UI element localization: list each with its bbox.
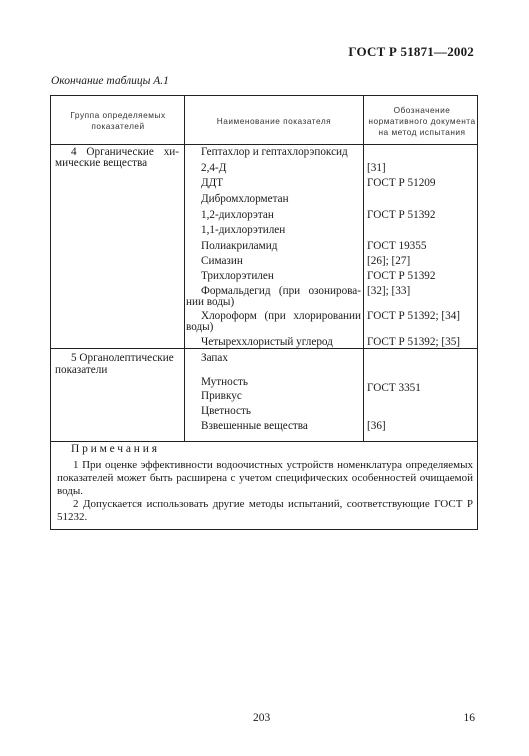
indicator-name: Взвешенные вещества bbox=[201, 420, 308, 432]
method-reference: ГОСТ 19355 bbox=[367, 240, 427, 252]
indicator-name: Полиакриламид bbox=[201, 240, 278, 252]
group-name-line: 5 Органолептические bbox=[71, 352, 174, 364]
notes-title: Примечания bbox=[71, 443, 160, 455]
indicator-name: Запах bbox=[201, 352, 228, 364]
header-divider bbox=[51, 144, 477, 145]
document-code: ГОСТ Р 51871—2002 bbox=[348, 44, 474, 59]
method-reference: ГОСТ Р 51392; [34] bbox=[367, 310, 461, 322]
method-reference: ГОСТ 3351 bbox=[367, 382, 421, 394]
method-reference: [26]; [27] bbox=[367, 255, 411, 267]
indicator-name: ДДТ bbox=[201, 177, 224, 189]
indicator-name: Симазин bbox=[201, 255, 243, 267]
indicator-name: 1,1-дихлорэтилен bbox=[201, 224, 286, 236]
group-name-line: показатели bbox=[55, 364, 108, 376]
notes-divider bbox=[51, 441, 477, 442]
group-name-line: 4 Органические хи- bbox=[71, 146, 179, 158]
indicator-name: 2,4-Д bbox=[201, 162, 227, 174]
method-reference: ГОСТ Р 51209 bbox=[367, 177, 436, 189]
method-reference: ГОСТ Р 51392; [35] bbox=[367, 336, 461, 348]
method-reference: ГОСТ Р 51392 bbox=[367, 209, 436, 221]
method-reference: [32]; [33] bbox=[367, 285, 411, 297]
column-header-group: Группа определяемых показателей bbox=[70, 110, 166, 131]
note-item: 2 Допускается использовать другие методы испытаний, соответствующие ГОСТ Р 51232. bbox=[57, 498, 473, 523]
indicator-name: Гептахлор и гептахлорэпоксид bbox=[201, 146, 348, 158]
indicator-name: нии воды) bbox=[186, 296, 235, 308]
group-name-line: мические вещества bbox=[55, 157, 148, 169]
column-divider bbox=[363, 96, 364, 441]
page-number: 203 bbox=[253, 712, 271, 724]
indicator-name: Мутность bbox=[201, 376, 248, 388]
indicator-name: Четыреххлористый углерод bbox=[201, 336, 333, 348]
data-table bbox=[50, 95, 478, 530]
indicator-name: Цветность bbox=[201, 405, 251, 417]
method-reference: [31] bbox=[367, 162, 386, 174]
note-item: 1 При оценке эффективности водоочистных устройств номенклатура определяемых показателей может быть расширена с учетом специфических особенностей очищаемой воды. bbox=[57, 459, 473, 497]
indicator-name: Хлороформ (при хлорировании bbox=[201, 310, 361, 322]
indicator-name: Трихлорэтилен bbox=[201, 270, 274, 282]
indicator-name: 1,2-дихлорэтан bbox=[201, 209, 274, 221]
indicator-name: Дибромхлорметан bbox=[201, 193, 289, 205]
table-continuation-caption: Окончание таблицы А.1 bbox=[51, 75, 169, 87]
method-reference: ГОСТ Р 51392 bbox=[367, 270, 436, 282]
column-header-method: Обозначение нормативного документа на метод испытания bbox=[368, 104, 476, 137]
indicator-name: Формальдегид (при озонирова- bbox=[201, 285, 361, 297]
column-header-indicator: Наименование показателя bbox=[216, 115, 332, 126]
column-divider bbox=[184, 96, 185, 441]
method-reference: [36] bbox=[367, 420, 386, 432]
indicator-name: воды) bbox=[186, 321, 214, 333]
indicator-name: Привкус bbox=[201, 390, 242, 402]
sheet-number: 16 bbox=[463, 712, 475, 724]
